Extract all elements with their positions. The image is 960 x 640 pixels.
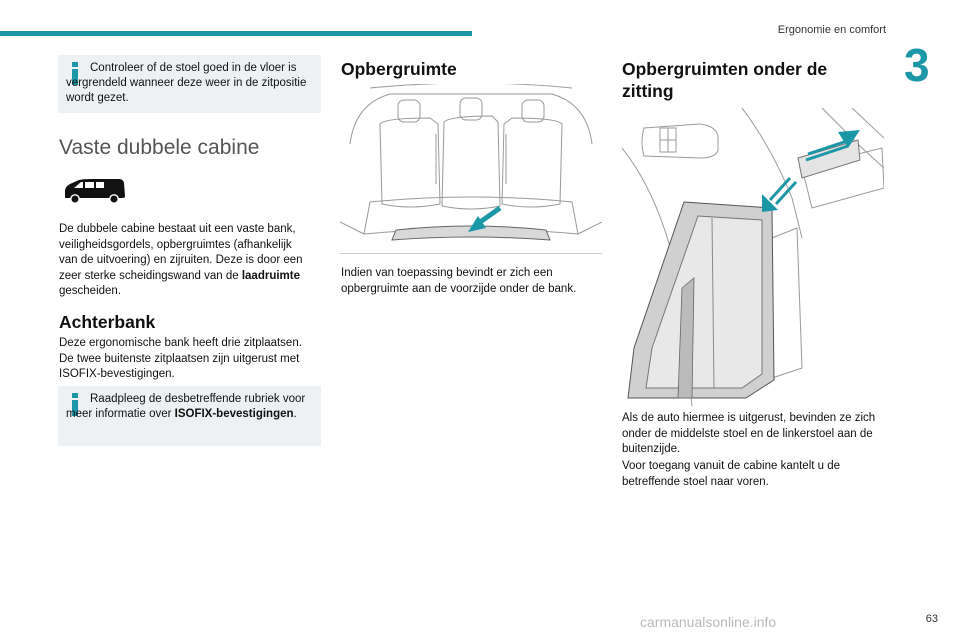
chapter-number: 3 (904, 39, 930, 91)
bold-laadruimte: laadruimte (241, 269, 300, 282)
paragraph-opbergruimte: Indien van toepassing bevindt er zich een opbergruimte aan de voorzijde onder de bank. (341, 267, 577, 295)
underseat-storage-illustration (622, 108, 884, 406)
bold-isofix: ISOFIX-bevestigingen (174, 408, 294, 420)
paragraph-cabine: De dubbele cabine bestaat uit een vaste bank, veiligheidsgordels, opbergruimtes (afhankelijk van de uitvoering) en zijruiten. Deze is door een zeer sterke scheidingswand van de laadruimte gescheiden. (59, 223, 303, 297)
section-title: Ergonomie en comfort (777, 24, 886, 36)
paragraph-achterbank: Deze ergonomische bank heeft drie zitplaatsen. De twee buitenste zitplaatsen zijn uitgerust met ISOFIX-bevestigingen. (59, 337, 302, 380)
note-text: Controleer of de stoel goed in de vloer is vergrendeld wanneer deze weer in de zitpositie wordt gezet. (66, 62, 307, 104)
header-accent-bar (0, 31, 472, 36)
info-note-seat-lock (58, 55, 321, 113)
rear-bench-illustration (340, 84, 602, 254)
page-number: 63 (925, 613, 938, 625)
heading-opbergruimte: Opbergruimte (341, 59, 457, 79)
heading-vaste-dubbele-cabine: Vaste dubbele cabine (59, 136, 260, 159)
heading-opbergruimten-zitting: Opbergruimten onder de zitting (622, 59, 828, 101)
info-note-isofix (58, 386, 321, 446)
paragraph-zitting-2: Voor toegang vanuit de cabine kantelt u de betreffende stoel naar voren. (622, 460, 841, 488)
note-text: Raadpleeg de desbetreffende rubriek voor meer informatie over ISOFIX-bevestigingen. (66, 393, 306, 420)
van-icon (61, 178, 127, 204)
watermark: carmanualsonline.info (640, 614, 777, 630)
heading-achterbank: Achterbank (59, 312, 156, 332)
paragraph-zitting-1: Als de auto hiermee is uitgerust, bevinden ze zich onder de middelste stoel en de linkerstoel aan de buitenzijde. (622, 412, 876, 455)
